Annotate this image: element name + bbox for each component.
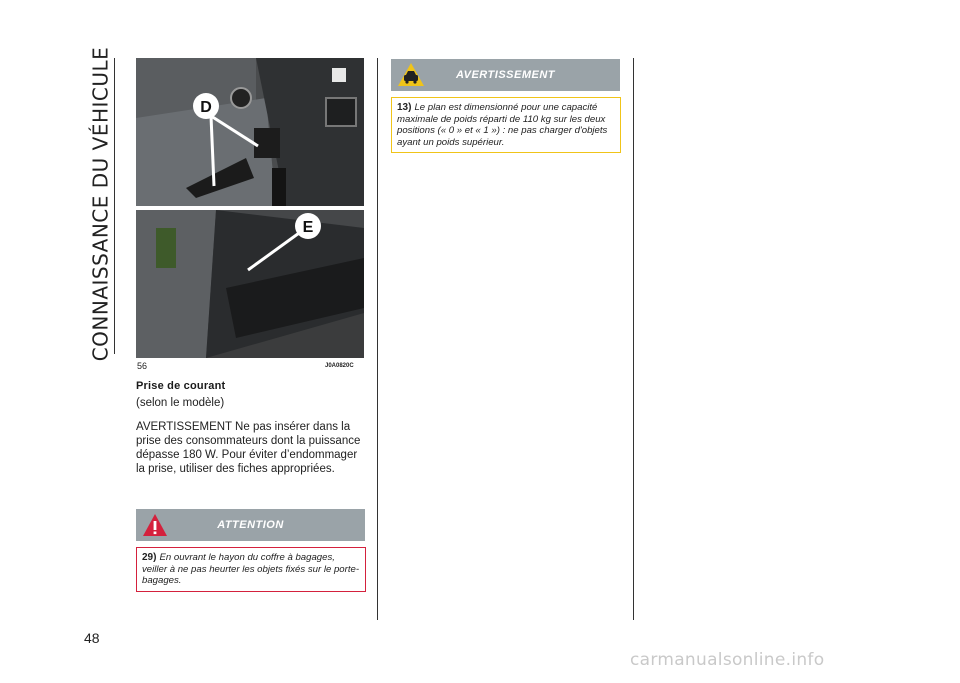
chapter-rule [114,58,115,354]
attention-label: ATTENTION [217,519,284,531]
section-paragraph: AVERTISSEMENT Ne pas insérer dans la prise des consommateurs dont la puissance dépasse 180 W. Pour éviter d’endommager la prise, utiliser des fiches appropriées. [136,421,361,475]
chapter-title: CONNAISSANCE DU VÉHICULE [88,46,113,362]
section-title: Prise de courant [136,380,226,392]
attention-note-text: En ouvrant le hayon du coffre à bagages, veiller à ne pas heurter les objets fixés sur le porte-bagages. [142,552,360,587]
figure-photo [136,58,364,358]
attention-note-number: 29) [142,552,157,563]
callout-e: E [302,219,314,236]
avertissement-label: AVERTISSEMENT [456,69,555,81]
avertissement-banner [391,59,620,91]
attention-banner [136,509,365,541]
figure-code: J0A0820C [325,363,354,369]
column-divider-1 [377,58,378,620]
avertissement-note-number: 13) [397,102,412,113]
page-number: 48 [84,630,100,646]
section-subtitle: (selon le modèle) [136,397,225,409]
watermark: carmanualsonline.info [630,650,825,670]
avertissement-note [391,97,621,153]
column-divider-2 [633,58,634,620]
attention-note [136,547,366,592]
figure-number: 56 [137,361,148,371]
avertissement-note-text: Le plan est dimensionné pour une capacité maximale de poids réparti de 110 kg sur les deux positions (« 0 » et « 1 ») : ne pas charger d'objets ayant un poids supérieur. [397,102,608,148]
callout-d: D [200,99,212,116]
